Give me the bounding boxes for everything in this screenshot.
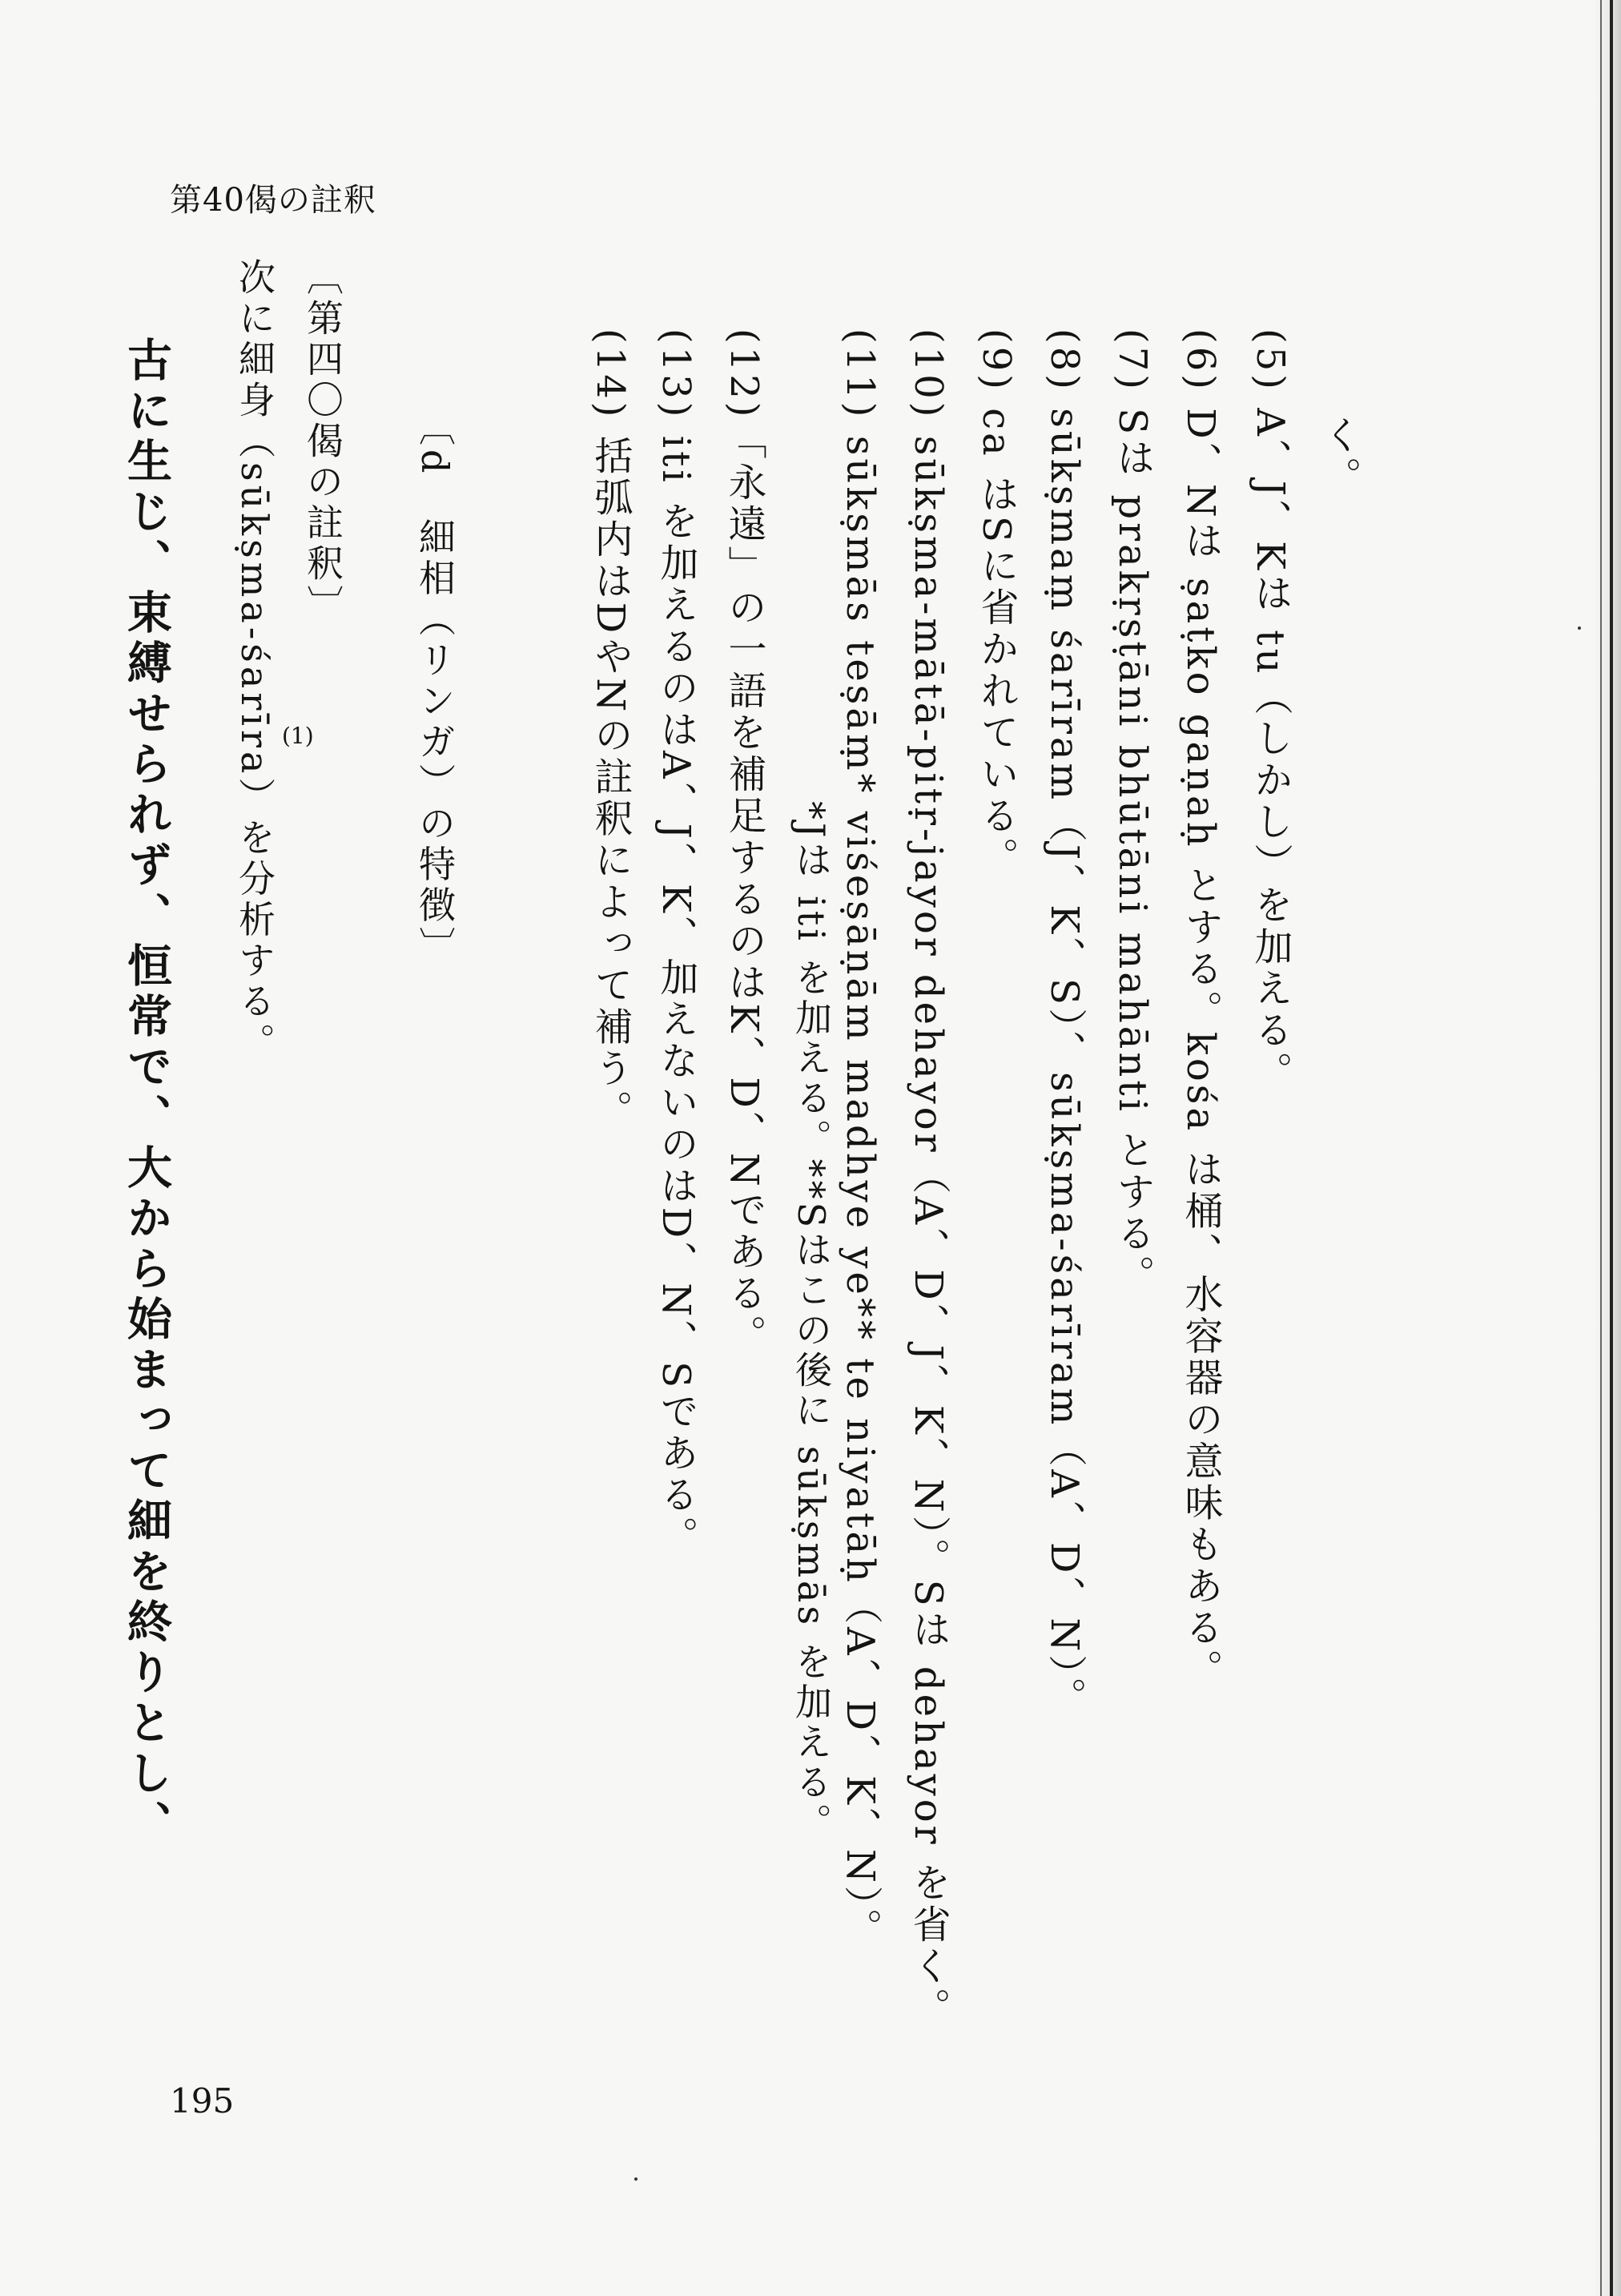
commentary-heading: 〔第四〇偈の註釈〕 [301,258,344,626]
note-6: (6) D、Nは ṣaṭko gaṇaḥ とする。kośa は桶、水容器の意味もある。 [1178,328,1223,1691]
note-14: (14) 括弧内はDやNの註釈によって補う。 [588,328,633,1132]
note-9: (9) ca はSに省かれている。 [974,328,1019,879]
scan-speck [634,2177,638,2181]
binding-edge-line-2 [1600,0,1602,2296]
note-11-subnote: *Jは iti を加える。**Sはこの後に sūkṣmās を加える。 [790,801,833,1843]
binding-edge-line [1610,0,1613,2296]
note-5: (5) A、J、Kは tu（しかし）を加える。 [1248,328,1293,1094]
scan-speck [1578,626,1581,630]
footnote-ref: (1) [282,723,314,749]
note-13: (13) iti を加えるのはA、J、K、加えないのはD、N、Sである。 [654,328,698,1558]
note-continuation: く。 [1317,415,1362,498]
note-12: (12)「永遠」の一語を補足するのはK、D、Nである。 [722,328,766,1356]
section-heading: 〔d 細相（リンガ）の特徴〕 [413,409,457,968]
main-verse: 古に生じ、束縛せられず、恒常で、大から始まって細を終りとし、 [120,336,173,1851]
note-7: (7) Sは prakṛṣṭāni bhūtāni mahānti とする。 [1110,328,1155,1297]
commentary-text: 次に細身（sūkṣma-śarīra）を分析する。 [233,258,276,1064]
page-header-title: 第40偈の註釈 [170,182,376,219]
note-8: (8) sūkṣmaṃ śarīram（J、K、S）、sūkṣma-śarīram（A、D、N）。 [1042,328,1087,1719]
note-11: (11) sūkṣmās teṣāṃ* viśeṣāṇām madhye ye** te niyatāḥ（A、D、K、N）。 [838,328,883,1950]
scan-edge-shadow [1594,0,1621,2296]
page-number: 195 [170,2081,235,2121]
note-10: (10) sūkṣma-mātā-pitṛ-jayor dehayor（A、D、J、K、N）。Sは dehayor を省く。 [906,328,951,2029]
